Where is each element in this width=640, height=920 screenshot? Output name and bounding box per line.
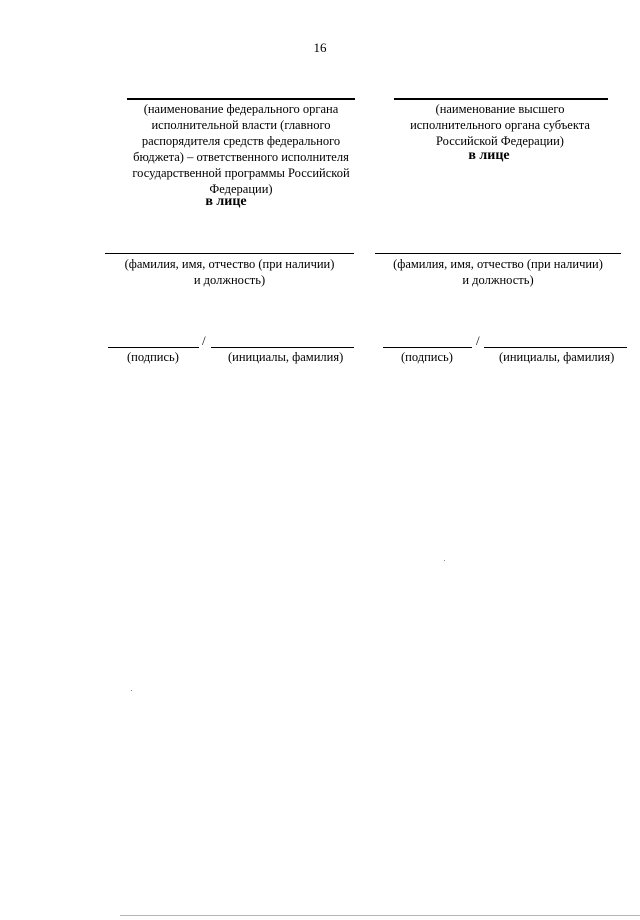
- scan-speck: [131, 690, 132, 691]
- right-org-line: [394, 98, 608, 100]
- right-name-caption-line1: (фамилия, имя, отчество (при наличии): [393, 257, 603, 271]
- right-v-lice: в лице: [468, 148, 510, 163]
- right-name-caption-line2: и должность): [462, 273, 534, 287]
- left-initials-line: [211, 347, 354, 348]
- left-name-caption-line2: и должность): [193, 273, 266, 287]
- left-name-caption-line1: (фамилия, имя, отчество (при наличии): [124, 257, 335, 271]
- right-name-line: [375, 253, 621, 254]
- right-org-caption: (наименование высшего исполнительного органа субъекта Российской Федерации): [410, 102, 590, 148]
- left-signature-line: [108, 347, 199, 348]
- right-slash: /: [476, 333, 480, 348]
- right-signature-line: [383, 347, 472, 348]
- page-number: 16: [313, 40, 327, 55]
- right-initials-line: [484, 347, 627, 348]
- scan-bottom-edge: [120, 915, 640, 916]
- left-name-line: [105, 253, 354, 254]
- left-v-lice: в лице: [205, 194, 247, 209]
- left-slash: /: [202, 333, 206, 348]
- right-signature-label: (подпись): [401, 350, 453, 364]
- left-signature-label: (подпись): [127, 350, 179, 364]
- left-org-caption: (наименование федерального органа исполнительной власти (главного распорядителя средств федерального бюджета) – ответственного исполнителя государственной программы Российской Федерации): [132, 102, 350, 196]
- right-initials-label: (инициалы, фамилия): [499, 350, 615, 364]
- scan-speck: [444, 560, 445, 561]
- left-initials-label: (инициалы, фамилия): [228, 350, 344, 364]
- left-org-line: [127, 98, 355, 100]
